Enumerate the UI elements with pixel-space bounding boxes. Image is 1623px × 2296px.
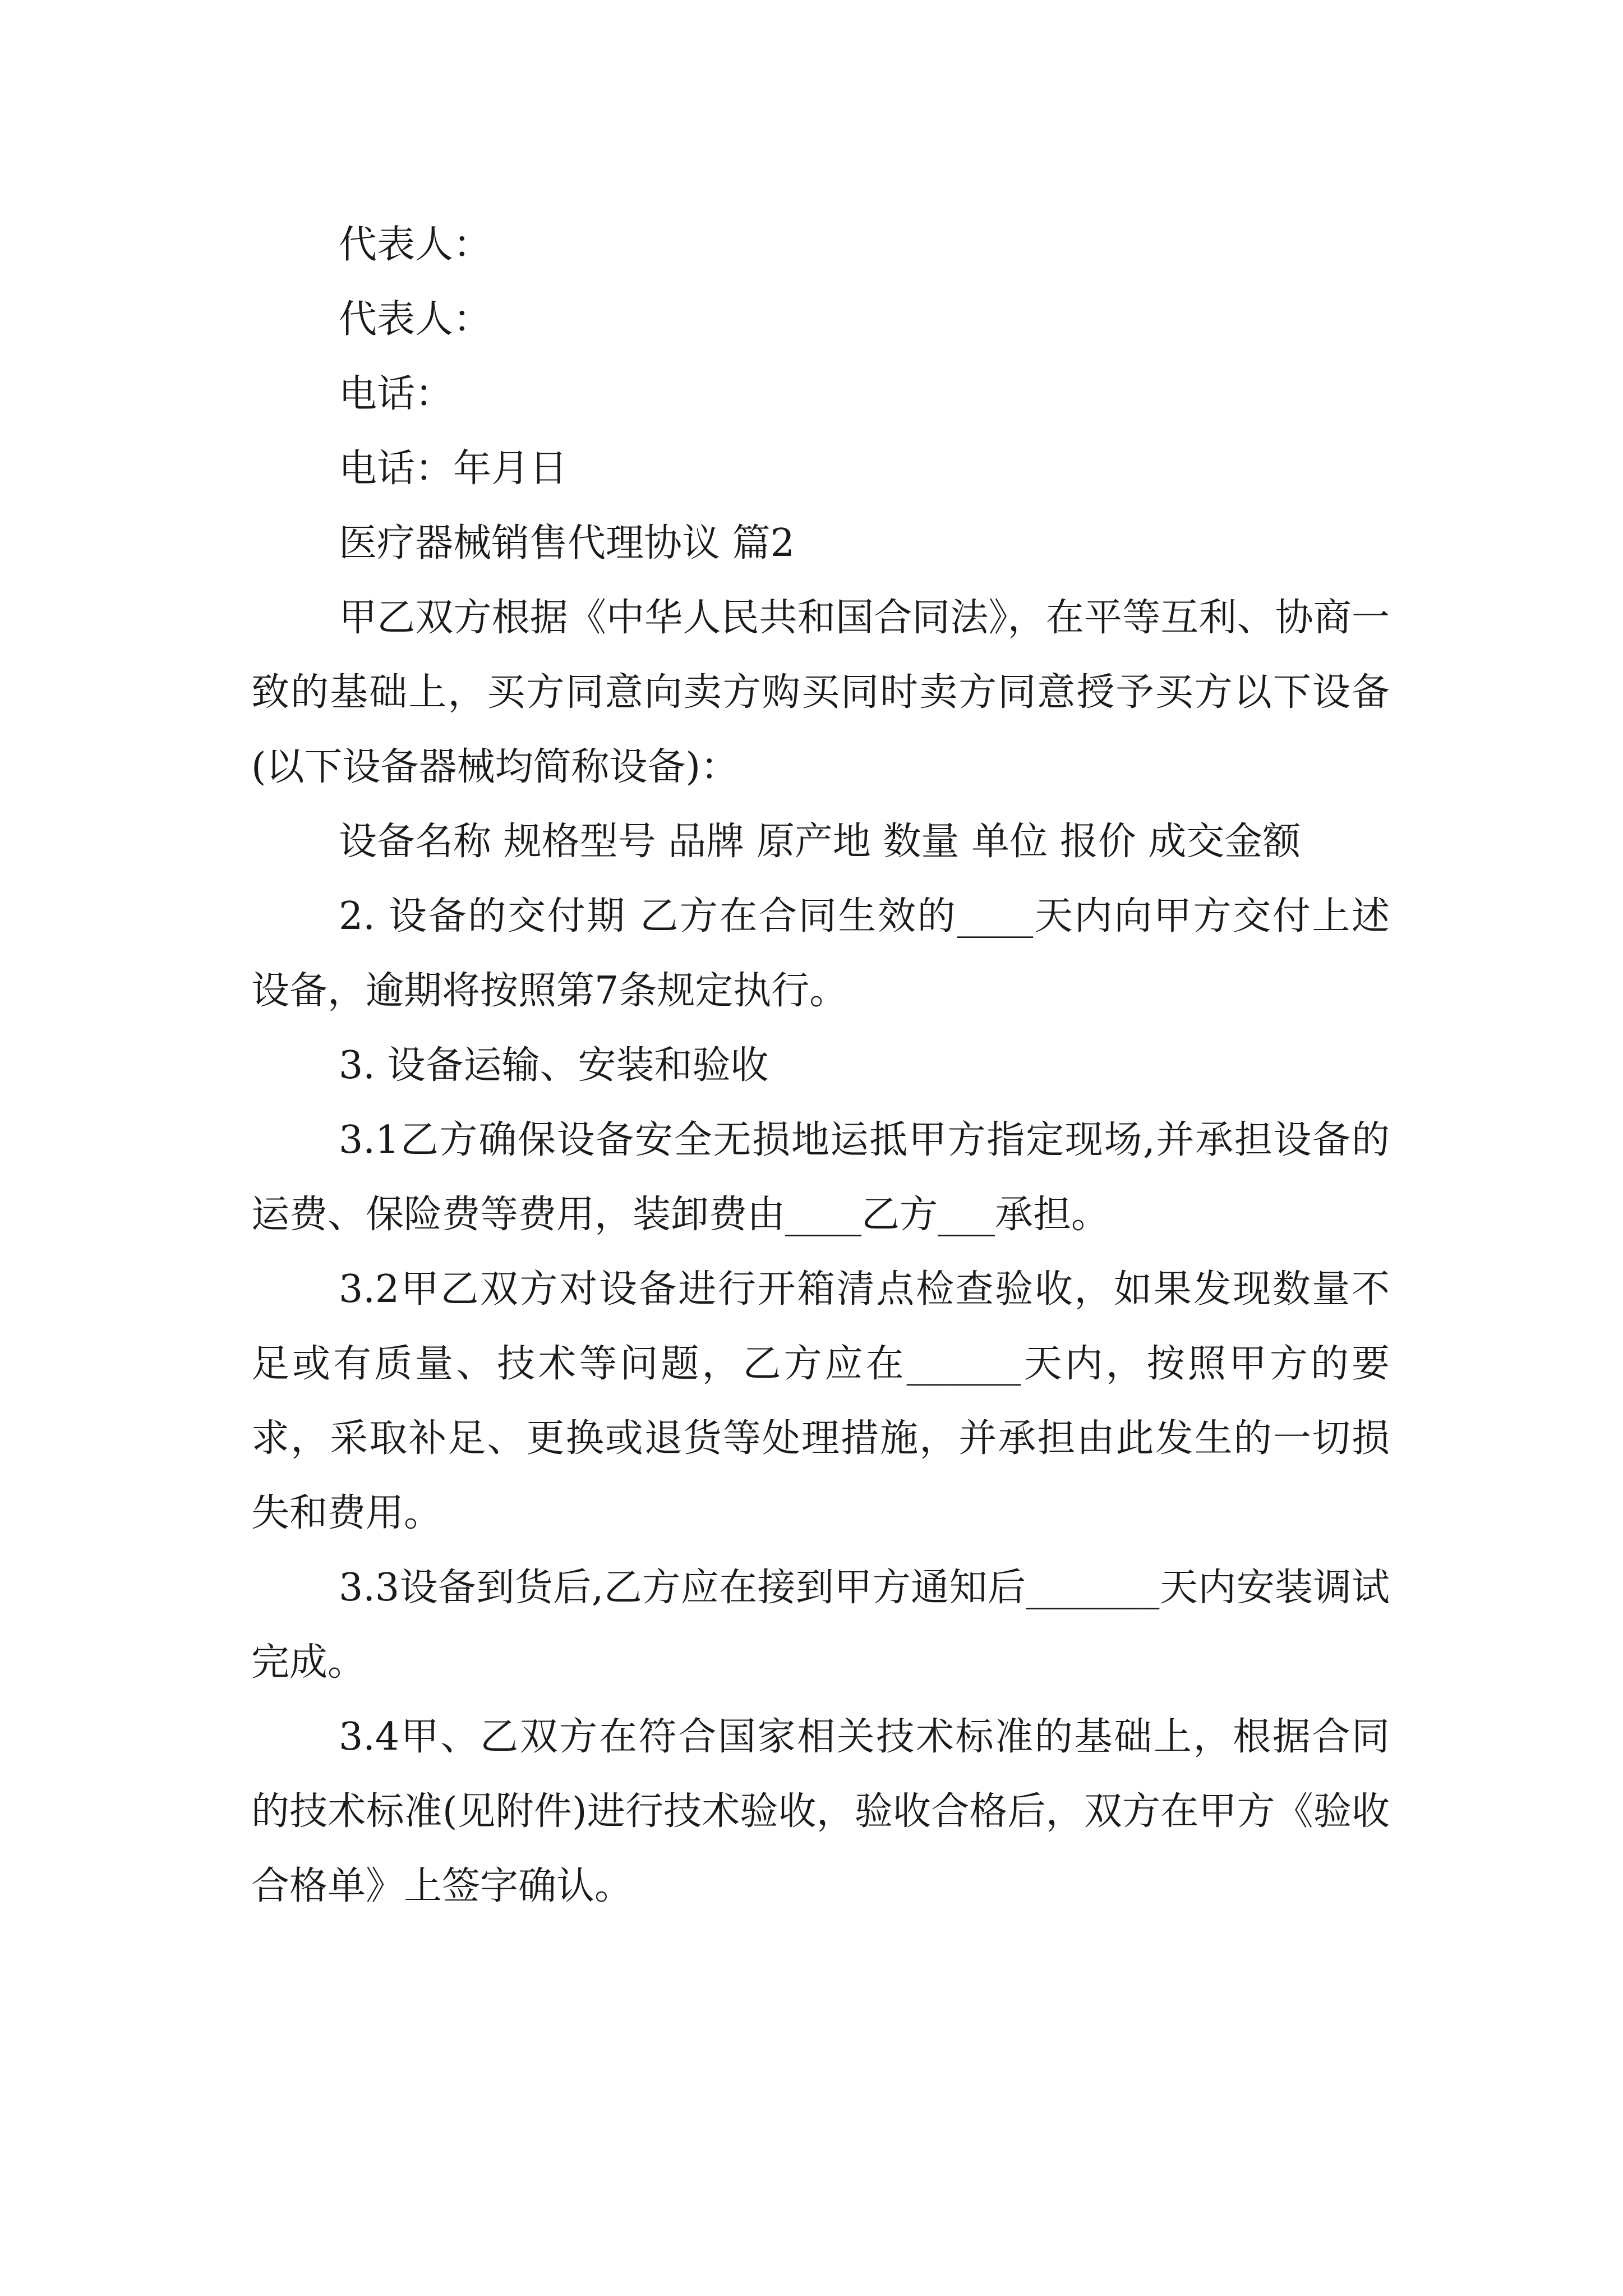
- clause-3-4-paragraph: 3.4甲、乙双方在符合国家相关技术标准的基础上，根据合同的技术标准(见附件)进行技术验收，验收合格后，双方在甲方《验收合格单》上签字确认。: [251, 1715, 1390, 1908]
- representative-line-1: 代表人：: [339, 223, 492, 267]
- phone-line-1: 电话：: [339, 372, 454, 416]
- clause-3-heading: 3. 设备运输、安装和验收: [339, 1043, 769, 1088]
- clause-2-paragraph: 2. 设备的交付期 乙方在合同生效的____天内向甲方交付上述设备，逾期将按照第7条规定执行。: [251, 894, 1390, 1013]
- section-heading: 医疗器械销售代理协议 篇2: [339, 521, 795, 565]
- clause-3-3-paragraph: 3.3设备到货后,乙方应在接到甲方通知后_______天内安装调试完成。: [251, 1566, 1390, 1685]
- representative-line-2: 代表人：: [339, 297, 492, 342]
- intro-paragraph: 甲乙双方根据《中华人民共和国合同法》，在平等互利、协商一致的基础上，买方同意向卖方购买同时卖方同意授予买方以下设备(以下设备器械均简称设备)：: [251, 596, 1390, 789]
- clause-3-1-paragraph: 3.1乙方确保设备安全无损地运抵甲方指定现场,并承担设备的运费、保险费等费用，装卸费由____乙方___承担。: [251, 1118, 1390, 1237]
- document-body: [251, 208, 1390, 1924]
- clause-3-2-paragraph: 3.2甲乙双方对设备进行开箱清点检查验收，如果发现数量不足或有质量、技术等问题，乙方应在______天内，按照甲方的要求，采取补足、更换或退货等处理措施，并承担由此发生的一切损失和费用。: [251, 1267, 1390, 1535]
- phone-date-line: 电话：年月日: [339, 447, 568, 491]
- equipment-columns-paragraph: 设备名称 规格型号 品牌 原产地 数量 单位 报价 成交金额: [339, 820, 1301, 864]
